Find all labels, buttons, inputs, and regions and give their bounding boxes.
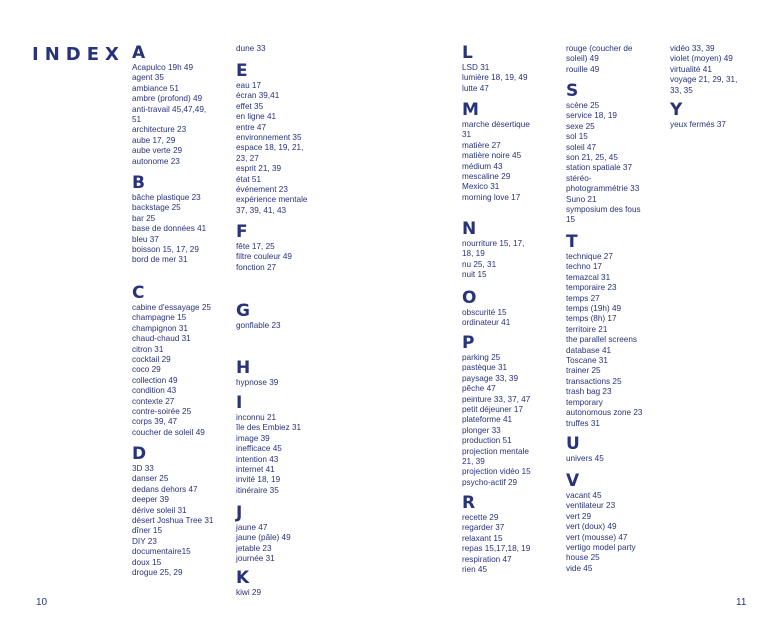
index-entry: image 39 [236, 433, 270, 443]
index-entry: rouge (coucher de soleil) 49 [566, 44, 633, 64]
index-entry: ambiance 51 [132, 83, 179, 93]
index-entry: paysage 33, 39 [462, 373, 518, 383]
index-entry: son 21, 25, 45 [566, 153, 618, 163]
index-entry: sol 15 [566, 132, 588, 142]
index-entry: collection 49 [132, 375, 178, 385]
section-letter: R [462, 493, 476, 513]
index-entry: jetable 23 [236, 543, 272, 553]
index-entry: virtualité 41 [670, 64, 712, 74]
index-entry: désert Joshua Tree 31 [132, 516, 214, 526]
index-entry: ordinateur 41 [462, 318, 511, 328]
index-entry: gonflable 23 [236, 321, 281, 330]
index-entry: espace 18, 19, 21, 23, 27 [236, 143, 304, 163]
index-entry: internet 41 [236, 465, 275, 475]
index-entry: danser 25 [132, 474, 169, 484]
index-entry: station spatiale 37 [566, 163, 632, 173]
index-entry: rien 45 [462, 565, 488, 575]
section-letter: V [566, 471, 580, 491]
index-section [462, 44, 528, 94]
index-entry: petit déjeuner 17 [462, 405, 523, 415]
index-section [566, 82, 641, 226]
index-entry: Toscane 31 [566, 356, 608, 366]
index-entry: bar 25 [132, 213, 156, 223]
index-entry: inconnu 21 [236, 413, 277, 422]
index-entry: coucher de soleil 49 [132, 427, 205, 437]
section-letter: U [566, 434, 580, 454]
index-entry: île des Embiez 31 [236, 423, 302, 433]
index-entry: Mexico 31 [462, 182, 500, 192]
index-entry: psycho-actif 29 [462, 477, 518, 487]
index-section [670, 44, 737, 96]
index-entry: ventilateur 23 [566, 501, 616, 511]
index-entry: nuit 15 [462, 270, 487, 280]
index-entry: jaune (pâle) 49 [236, 533, 291, 543]
index-entry: vert (mousse) 47 [566, 532, 628, 542]
index-entry: kiwi 29 [236, 588, 262, 597]
index-entry: stéréo- photogrammétrie 33 [566, 173, 640, 194]
index-entry: temps 27 [566, 293, 600, 303]
index-entry: service 18, 19 [566, 111, 617, 121]
index-entry: en ligne 41 [236, 112, 277, 122]
index-entry: deeper 39 [132, 495, 169, 505]
section-letter: T [566, 232, 578, 252]
index-section [462, 494, 530, 575]
index-entry: yeux fermés 37 [670, 120, 726, 129]
index-entry: temazcal 31 [566, 272, 611, 282]
index-entry: autonome 23 [132, 156, 180, 166]
section-letter: B [132, 173, 145, 193]
index-entry: drogue 25, 29 [132, 568, 183, 578]
index-entry: relaxant 15 [462, 533, 503, 543]
index-entry: dérive soleil 31 [132, 505, 187, 515]
index-entry: condition 43 [132, 386, 177, 396]
index-section [462, 220, 524, 281]
index-entry: temporaire 23 [566, 283, 617, 293]
index-entry: marche désertique 31 [462, 120, 530, 140]
index-entry: matière 27 [462, 140, 501, 150]
section-letter: J [236, 503, 243, 523]
index-entry: pastèque 31 [462, 363, 508, 373]
index-entry: nu 25, 31 [462, 259, 497, 269]
index-entry: matière noire 45 [462, 151, 522, 161]
index-entry: Acapulco 19h 49 [132, 63, 193, 72]
index-entry: backstage 25 [132, 203, 181, 213]
index-entry: dune 33 [236, 44, 266, 53]
index-entry: champignon 31 [132, 323, 188, 333]
index-section [236, 62, 307, 216]
index-entry: fonction 27 [236, 262, 277, 272]
index-entry: itinéraire 35 [236, 485, 279, 495]
index-entry: vacant 45 [566, 491, 602, 500]
index-entry: plateforme 41 [462, 415, 513, 425]
index-entry: pêche 47 [462, 384, 496, 394]
index-entry: bâche plastique 23 [132, 193, 201, 202]
index-section [132, 44, 206, 167]
index-entry: recette 29 [462, 513, 499, 522]
index-entry: parking 25 [462, 353, 501, 362]
index-entry: champagne 15 [132, 313, 187, 323]
index-entry: écran 39,41 [236, 91, 280, 101]
index-entry: truffes 31 [566, 418, 600, 428]
index-entry: voyage 21, 29, 31, 33, 35 [670, 75, 738, 95]
index-entry: lutte 47 [462, 83, 489, 93]
index-entry: médium 43 [462, 161, 503, 171]
index-entry: DIY 23 [132, 536, 157, 546]
index-entry: invité 18, 19 [236, 475, 281, 485]
index-entry: inefficace 45 [236, 444, 282, 454]
index-entry: morning love 17 [462, 192, 521, 202]
index-section [236, 359, 278, 388]
index-entry: sexe 25 [566, 121, 595, 131]
index-entry: base de données 41 [132, 224, 207, 234]
index-entry: cabine d'essayage 25 [132, 303, 211, 312]
index-section [132, 174, 206, 266]
section-letter: E [236, 61, 248, 81]
index-entry: chaud-chaud 31 [132, 334, 191, 344]
index-entry: aube 17, 29 [132, 135, 176, 145]
index-entry: repas 15,17,18, 19 [462, 544, 531, 554]
index-entry: citron 31 [132, 344, 164, 354]
index-entry: 3D 33 [132, 464, 154, 473]
index-entry: production 51 [462, 436, 512, 446]
index-entry: documentaire15 [132, 547, 191, 557]
index-entry: état 51 [236, 174, 262, 184]
index-entry: journée 31 [236, 554, 275, 564]
section-letter: A [132, 43, 146, 63]
index-entry: vide 45 [566, 563, 593, 573]
index-entry: soleil 47 [566, 142, 597, 152]
index-section [132, 284, 211, 438]
index-section [236, 302, 281, 331]
page-number-right: 11 [736, 597, 747, 608]
index-section [566, 435, 604, 464]
index-section [236, 504, 291, 565]
index-entry: filtre couleur 49 [236, 252, 292, 262]
index-entry: trainer 25 [566, 366, 601, 376]
index-section [236, 223, 292, 273]
index-section [566, 44, 632, 75]
index-entry: jaune 47 [236, 523, 268, 532]
index-entry: projection vidéo 15 [462, 467, 531, 477]
section-letter: G [236, 301, 250, 321]
section-letter: D [132, 444, 147, 464]
index-entry: territoire 21 [566, 324, 608, 334]
index-entry: univers 45 [566, 454, 604, 463]
section-letter: C [132, 283, 145, 303]
section-letter: P [462, 333, 475, 353]
index-entry: nourriture 15, 17, 18, 19 [462, 239, 525, 259]
index-entry: plonger 33 [462, 425, 501, 435]
section-letter: I [236, 393, 243, 413]
index-entry: boisson 15, 17, 29 [132, 245, 199, 255]
index-entry: violet (moyen) 49 [670, 54, 733, 64]
section-letter: F [236, 222, 248, 242]
index-entry: Suno 21 [566, 194, 597, 204]
index-entry: hypnose 39 [236, 378, 279, 387]
section-letter: O [462, 288, 477, 308]
index-section [236, 569, 261, 598]
index-entry: vidéo 33, 39 [670, 44, 715, 53]
index-entry: mescaline 29 [462, 172, 511, 182]
index-entry: effet 35 [236, 101, 264, 111]
index-entry: bleu 37 [132, 234, 159, 244]
index-entry: the parallel screens database 41 [566, 335, 637, 355]
index-entry: temporary autonomous zone 23 [566, 397, 643, 418]
page-number-left: 10 [36, 597, 48, 608]
index-entry: doux 15 [132, 557, 162, 567]
index-entry: respiration 47 [462, 554, 512, 564]
index-section [566, 233, 642, 429]
section-letter: L [462, 43, 473, 63]
section-letter: S [566, 81, 579, 101]
index-section [236, 394, 301, 496]
index-entry: architecture 23 [132, 125, 187, 135]
index-entry: lumière 18, 19, 49 [462, 73, 528, 83]
index-entry: obscurité 15 [462, 308, 507, 317]
section-letter: Y [670, 100, 683, 120]
index-section [462, 289, 510, 329]
index-entry: environnement 35 [236, 133, 302, 143]
index-entry: symposium des fous 15 [566, 205, 641, 225]
index-entry: techno 17 [566, 262, 602, 272]
index-entry: anti-travail 45,47,49, 51 [132, 104, 207, 125]
index-entry: vert 29 [566, 511, 592, 521]
section-letter: M [462, 100, 479, 120]
index-entry: agent 35 [132, 73, 164, 83]
index-entry: technique 27 [566, 252, 613, 261]
index-entry: regarder 37 [462, 523, 505, 533]
index-entry: corps 39, 47 [132, 417, 178, 427]
index-title: INDEX [32, 44, 125, 65]
index-entry: vert (doux) 49 [566, 522, 617, 532]
index-entry: temps (8h) 17 [566, 314, 617, 324]
section-letter: N [462, 219, 477, 239]
index-entry: cocktail 29 [132, 355, 171, 365]
index-entry: coco 29 [132, 365, 161, 375]
index-entry: vertigo model party house 25 [566, 543, 636, 563]
index-entry: contexte 27 [132, 396, 175, 406]
index-entry: entre 47 [236, 122, 267, 132]
index-entry: ambre (profond) 49 [132, 94, 203, 104]
index-entry: aube verte 29 [132, 146, 183, 156]
index-entry: bord de mer 31 [132, 255, 188, 265]
index-section [670, 101, 726, 130]
index-entry: intention 43 [236, 454, 279, 464]
index-entry: dîner 15 [132, 526, 163, 536]
section-letter: K [236, 568, 250, 588]
index-section [566, 472, 636, 574]
index-entry: transactions 25 [566, 376, 622, 386]
index-entry: LSD 31 [462, 63, 490, 72]
index-entry: eau 17 [236, 81, 262, 90]
index-entry: dedans dehors 47 [132, 484, 198, 494]
index-entry: trash bag 23 [566, 387, 612, 397]
index-entry: esprit 21, 39 [236, 164, 282, 174]
index-section [462, 334, 531, 488]
index-entry: expérience mentale 37, 39, 41, 43 [236, 195, 308, 215]
index-section [132, 445, 213, 578]
index-entry: fête 17, 25 [236, 242, 275, 251]
section-letter: H [236, 358, 251, 378]
index-entry: événement 23 [236, 185, 288, 195]
index-entry: peinture 33, 37, 47 [462, 394, 531, 404]
index-entry: scène 25 [566, 101, 600, 110]
index-entry: rouille 49 [566, 64, 600, 74]
index-section [236, 44, 266, 54]
index-entry: contre-soirée 25 [132, 407, 192, 417]
index-entry: projection mentale 21, 39 [462, 446, 529, 467]
index-entry: temps (19h) 49 [566, 304, 622, 314]
index-section [462, 101, 530, 203]
